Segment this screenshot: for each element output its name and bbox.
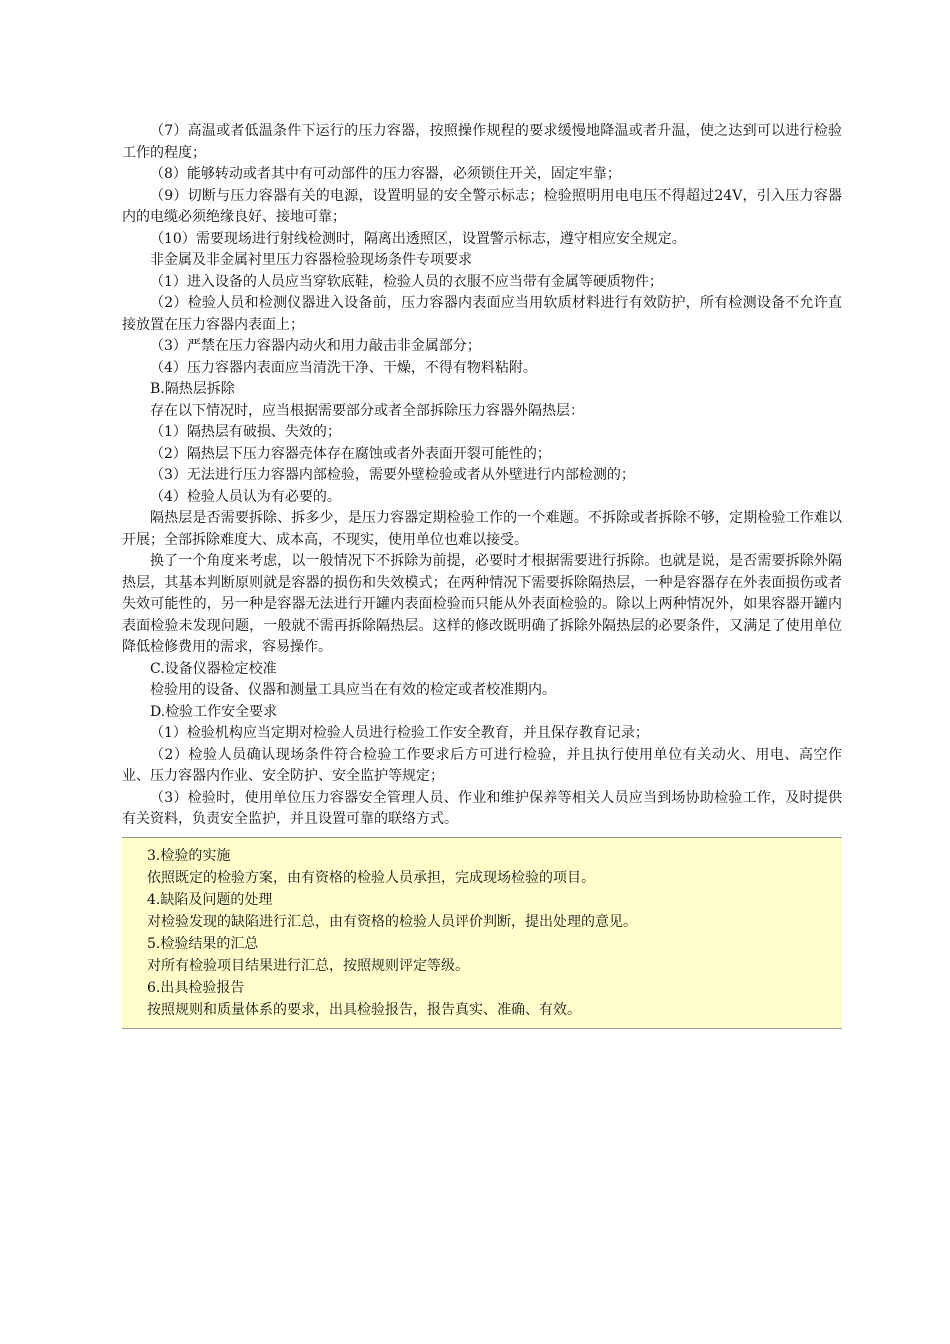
paragraph: 换了一个角度来考虑，以一般情况下不拆除为前提，必要时才根据需要进行拆除。也就是说，是否需要拆除外隔热层，其基本判断原则就是容器的损伤和失效模式；在两种情况下需要拆除隔热层，一种是容器存在外表面损伤或者失效可能性的，另一种是容器无法进行开罐内表面检验而只能从外表面检验的。除以上两种情况外，如果容器开罐内表面检验未发现问题，一般就不需再拆除隔热层。这样的修改既明确了拆除外隔热层的必要条件，又满足了使用单位降低检修费用的需求，容易操作。	[122, 553, 842, 655]
box-line: 对所有检验项目结果进行汇总，按照规则评定等级。	[147, 957, 469, 974]
paragraph: （3）检验时，使用单位压力容器安全管理人员、作业和维护保养等相关人员应当到场协助检验工作，及时提供有关资料，负责安全监护，并且设置可靠的联络方式。	[122, 789, 842, 827]
paragraph: （3）无法进行压力容器内部检验，需要外壁检验或者从外壁进行内部检测的；	[150, 467, 635, 483]
paragraph: （2）隔热层下压力容器壳体存在腐蚀或者外表面开裂可能性的；	[150, 445, 551, 462]
paragraph: （7）高温或者低温条件下运行的压力容器，按照操作规程的要求缓慢地降温或者升温，使之达到可以进行检验工作的程度；	[122, 123, 842, 161]
document-page	[122, 121, 842, 1029]
highlight-box	[122, 837, 842, 1029]
section-heading: B.隔热层拆除	[150, 381, 235, 397]
section-heading: C.设备仪器检定校准	[150, 660, 277, 677]
box-heading: 4.缺陷及问题的处理	[147, 891, 273, 908]
paragraph: （8）能够转动或者其中有可动部件的压力容器，必须锁住开关，固定牢靠；	[150, 166, 621, 182]
paragraph: 存在以下情况时，应当根据需要部分或者全部拆除压力容器外隔热层：	[150, 402, 584, 419]
box-line: 对检验发现的缺陷进行汇总，由有资格的检验人员评价判断，提出处理的意见。	[147, 913, 637, 930]
section-heading: D.检验工作安全要求	[150, 703, 278, 720]
paragraph: （2）检验人员和检测仪器进入设备前，压力容器内表面应当用软质材料进行有效防护，所有检测设备不允许直接放置在压力容器内表面上；	[122, 295, 842, 333]
section-heading: 非金属及非金属衬里压力容器检验现场条件专项要求	[150, 252, 472, 268]
paragraph: （2）检验人员确认现场条件符合检验工作要求后方可进行检验，并且执行使用单位有关动火、用电、高空作业、压力容器内作业、安全防护、安全监护等规定；	[122, 746, 842, 784]
paragraph: （3）严禁在压力容器内动火和用力敲击非金属部分；	[150, 338, 481, 354]
paragraph: （1）进入设备的人员应当穿软底鞋，检验人员的衣服不应当带有金属等硬质物件；	[150, 273, 663, 290]
paragraph: （9）切断与压力容器有关的电源，设置明显的安全警示标志；检验照明用电电压不得超过24V，引入压力容器内的电缆必须绝缘良好、接地可靠；	[122, 187, 842, 225]
box-heading: 5.检验结果的汇总	[147, 935, 259, 952]
paragraph: 隔热层是否需要拆除、拆多少，是压力容器定期检验工作的一个难题。不拆除或者拆除不够，定期检验工作难以开展；全部拆除难度大、成本高，不现实，使用单位也难以接受。	[122, 510, 842, 548]
box-line: 按照规则和质量体系的要求，出具检验报告，报告真实、准确、有效。	[147, 1001, 581, 1018]
box-line: 依照既定的检验方案，由有资格的检验人员承担，完成现场检验的项目。	[147, 869, 595, 886]
paragraph: 检验用的设备、仪器和测量工具应当在有效的检定或者校准期内。	[150, 682, 556, 698]
document-body	[122, 121, 842, 831]
paragraph: （4）压力容器内表面应当清洗干净、干燥，不得有物料粘附。	[150, 359, 537, 376]
paragraph: （1）检验机构应当定期对检验人员进行检验工作安全教育，并且保存教育记录；	[150, 725, 649, 741]
box-heading: 3.检验的实施	[147, 847, 231, 864]
box-heading: 6.出具检验报告	[147, 979, 245, 996]
paragraph: （4）检验人员认为有必要的。	[150, 488, 341, 505]
paragraph: （10）需要现场进行射线检测时，隔离出透照区，设置警示标志，遵守相应安全规定。	[150, 230, 686, 247]
paragraph: （1）隔热层有破损、失效的；	[150, 424, 341, 440]
